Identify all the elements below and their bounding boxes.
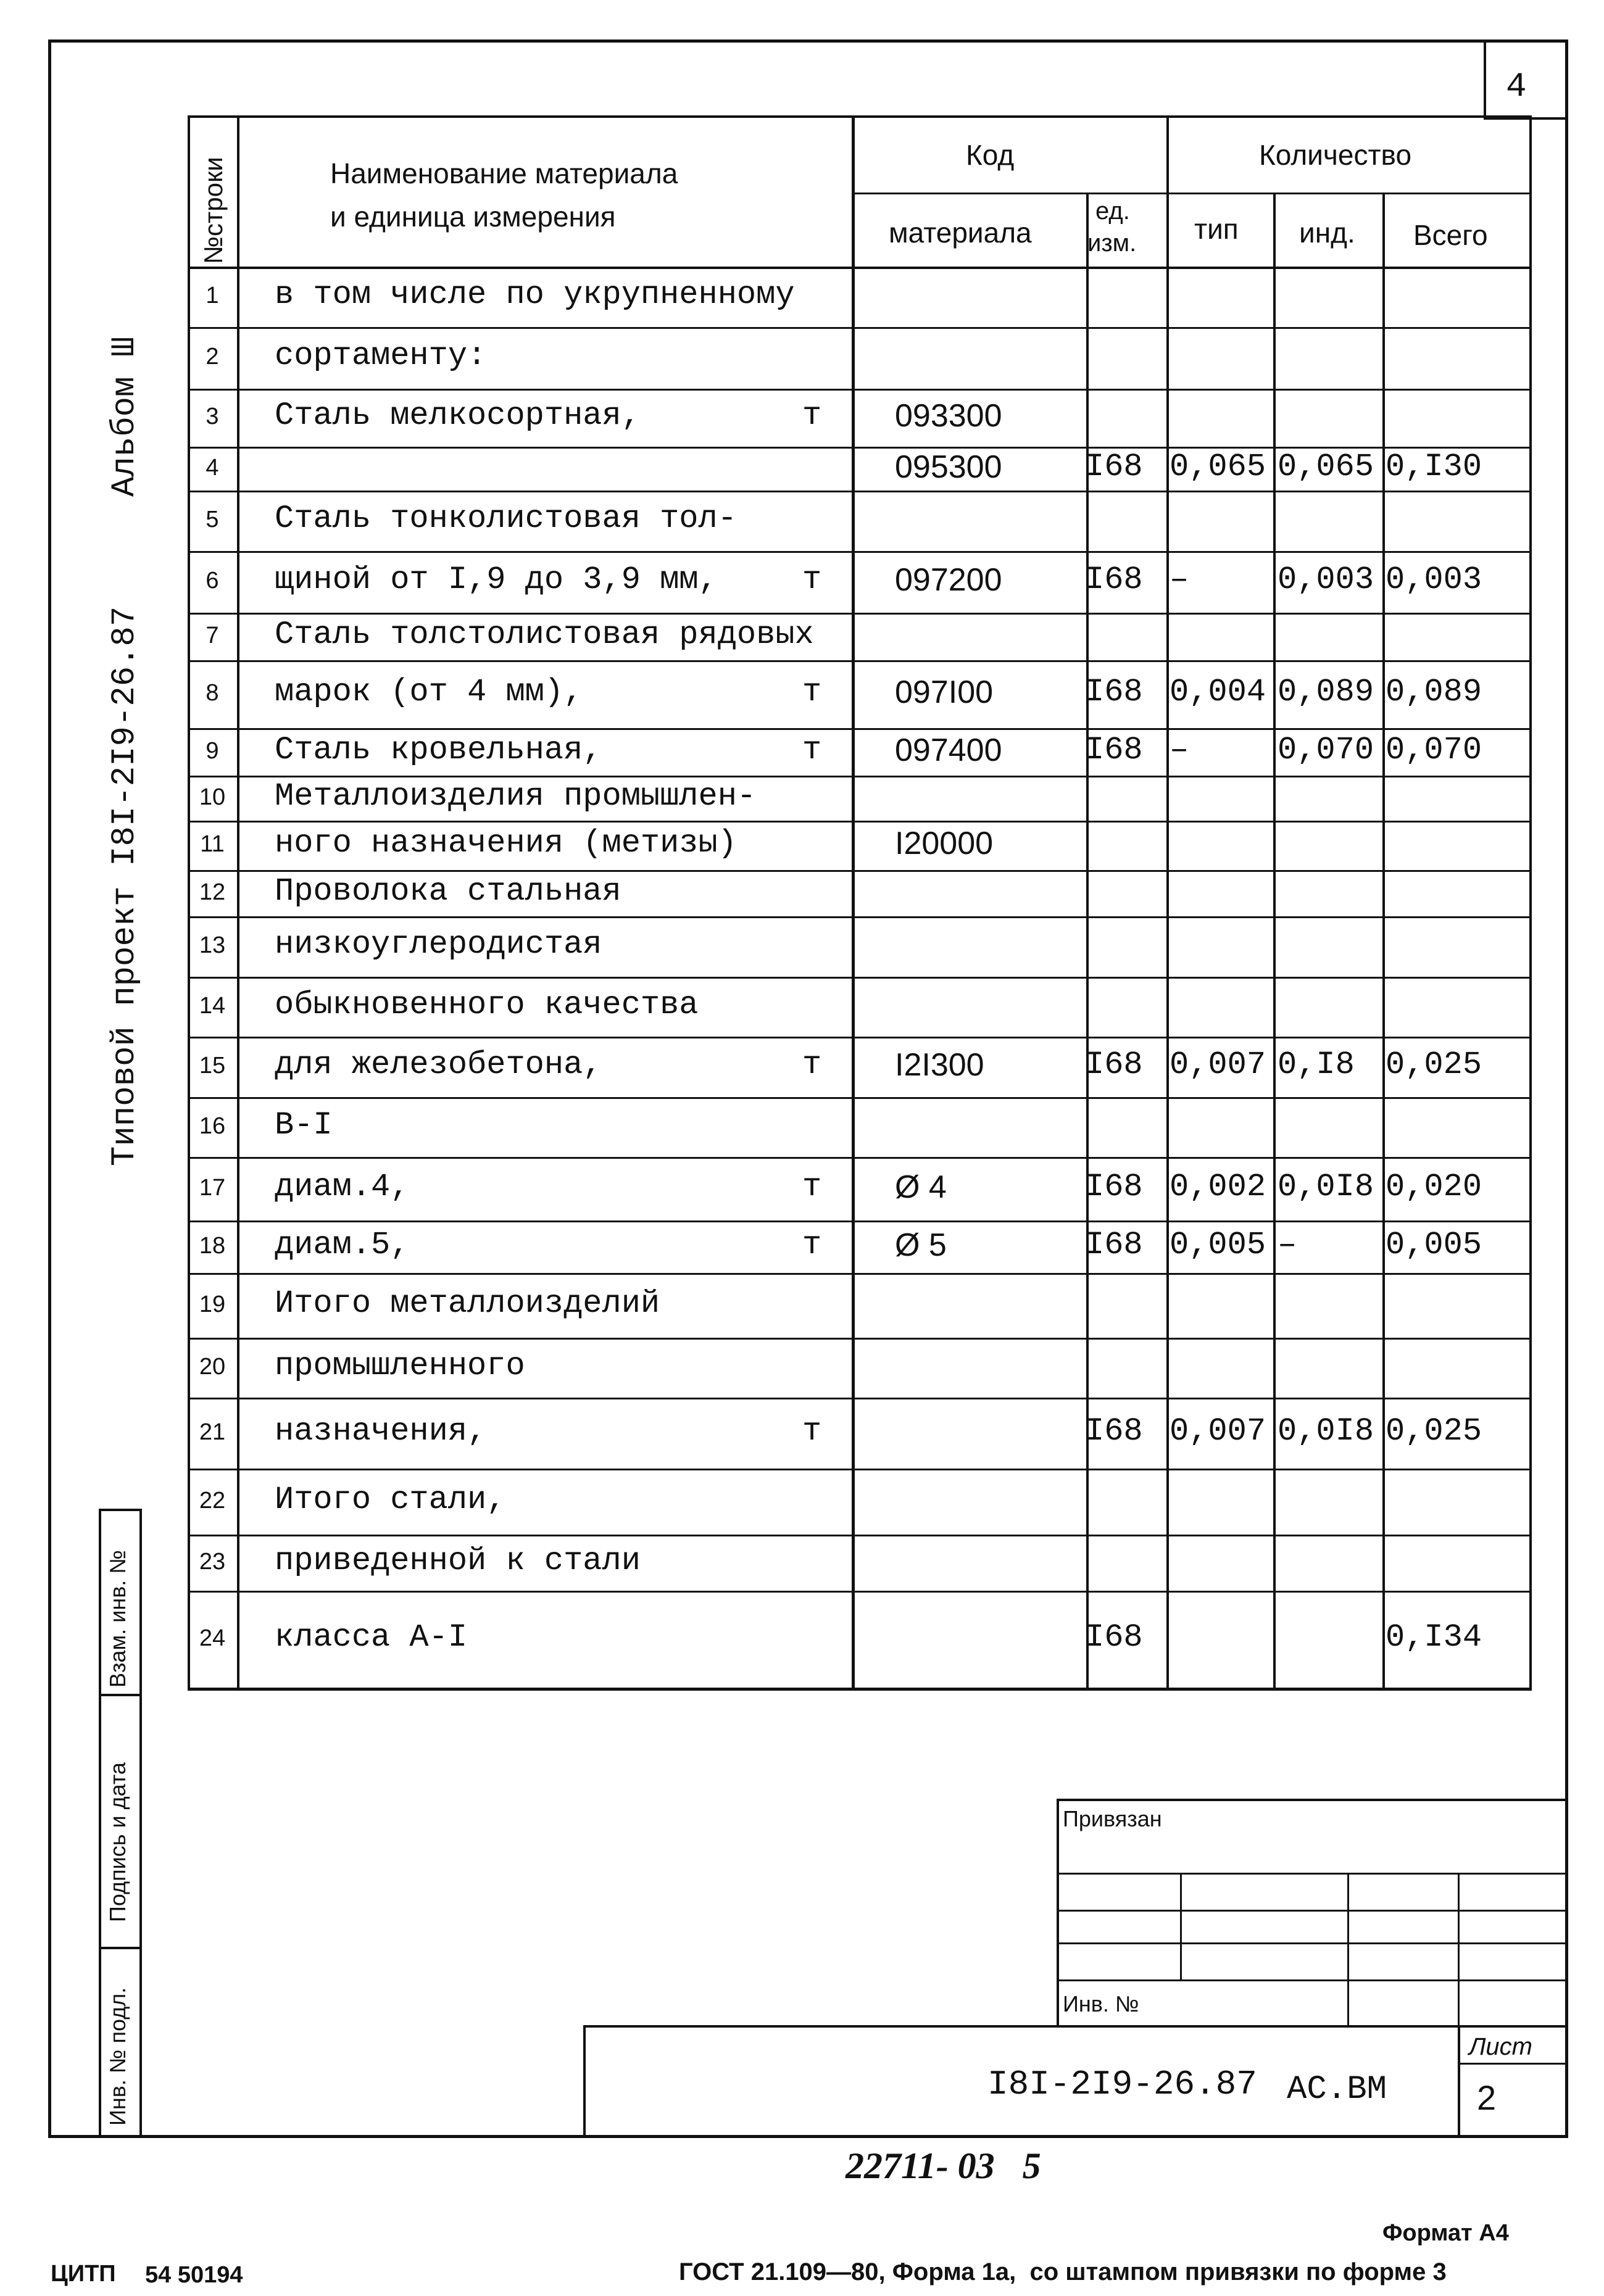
- row-material-code: Ø 5: [895, 1227, 947, 1263]
- row-unit-letter: т: [802, 397, 822, 434]
- row-line: [188, 389, 1529, 391]
- col-line-name: [852, 115, 855, 1688]
- row-name: диам.4,: [275, 1168, 410, 1205]
- header-unit-line1: ед.: [1095, 197, 1130, 225]
- row-line: [188, 1097, 1529, 1099]
- row-name: Металлоизделия промышлен-: [275, 777, 757, 814]
- row-line: [188, 1398, 1529, 1399]
- row-number: 19: [199, 1291, 226, 1317]
- header-name-line2: и единица измерения: [330, 201, 616, 233]
- row-qty-total: 0,025: [1386, 1046, 1482, 1084]
- row-number: 17: [199, 1174, 226, 1201]
- row-qty-typ: 0,004: [1170, 674, 1266, 711]
- row-unit-letter: т: [802, 1226, 822, 1263]
- header-row-number: №строки: [199, 157, 228, 264]
- header-unit-line2: изм.: [1087, 230, 1137, 257]
- row-qty-total: 0,I30: [1386, 448, 1482, 485]
- row-qty-ind: 0,0I8: [1278, 1412, 1374, 1449]
- col-line-code: [1086, 193, 1089, 1688]
- row-line: [188, 977, 1529, 979]
- side-album-title: Альбом Ш: [106, 336, 144, 497]
- row-unit-letter: т: [802, 562, 822, 599]
- row-qty-ind: 0,065: [1278, 448, 1374, 485]
- row-line: [188, 327, 1529, 329]
- row-qty-typ: 0,065: [1170, 448, 1266, 485]
- row-name: ного назначения (метизы): [275, 825, 737, 862]
- sheet-corner-number: 4: [1506, 67, 1527, 106]
- row-number: 15: [199, 1053, 226, 1079]
- row-number: 22: [199, 1487, 226, 1514]
- row-number: 5: [206, 507, 219, 533]
- table-right-line: [1529, 115, 1532, 1690]
- row-name: обыкновенного качества: [275, 986, 699, 1023]
- handwritten-number: 22711- 03 5: [846, 2145, 1041, 2186]
- row-qty-ind: –: [1278, 1226, 1297, 1263]
- row-qty-ind: 0,0I8: [1278, 1168, 1374, 1205]
- row-material-code: I2I300: [895, 1047, 984, 1084]
- strip-divider-2: [99, 1947, 142, 1949]
- row-material-code: 095300: [895, 449, 1002, 485]
- col-line-rownum: [237, 115, 239, 1688]
- stamp-inv-no-label: Инв. №: [1063, 1991, 1139, 2016]
- col-line-unit: [1166, 115, 1169, 1688]
- row-line: [188, 1469, 1529, 1470]
- row-name: марок (от 4 мм),: [275, 674, 583, 711]
- row-qty-ind: 0,I8: [1278, 1046, 1355, 1084]
- header-quantity: Количество: [1259, 139, 1412, 171]
- row-name: приведенной к стали: [275, 1542, 641, 1579]
- stamp-privyazan-label: Привязан: [1063, 1806, 1162, 1831]
- stamp-mark: АС.ВМ: [1287, 2071, 1387, 2108]
- row-line: [188, 821, 1529, 823]
- row-qty-typ: 0,005: [1170, 1226, 1266, 1263]
- row-name: щиной от I,9 до 3,9 мм,: [275, 562, 718, 599]
- row-line: [188, 491, 1529, 492]
- row-unit-code: I68: [1085, 1226, 1143, 1263]
- row-name: назначения,: [275, 1412, 487, 1449]
- strip-podpis-data: Подпись и дата: [105, 1762, 130, 1922]
- frame-left-line: [48, 39, 51, 2137]
- footer-gost: ГОСТ 21.109—80, Форма 1а, со штампом привязки по форме 3: [679, 2258, 1447, 2286]
- row-line: [188, 870, 1529, 872]
- stamp-list-value: 2: [1477, 2078, 1497, 2117]
- frame-top-line: [48, 39, 1568, 43]
- row-number: 18: [199, 1232, 226, 1259]
- row-line: [188, 1221, 1529, 1222]
- row-qty-total: 0,070: [1386, 731, 1482, 768]
- stamp-h3: [1057, 1942, 1568, 1944]
- row-qty-total: 0,I34: [1386, 1618, 1482, 1656]
- row-name: Итого металлоизделий: [275, 1285, 660, 1322]
- row-name: для железобетона,: [275, 1046, 602, 1084]
- row-number: 16: [199, 1113, 226, 1139]
- side-project-title: Типовой проект I8I-2I9-26.87: [106, 606, 144, 1166]
- row-line: [188, 551, 1529, 553]
- row-qty-total: 0,003: [1386, 562, 1482, 599]
- row-name: Сталь тонколистовая тол-: [275, 500, 737, 537]
- row-line: [188, 613, 1529, 615]
- table-bottom-line: [188, 1688, 1532, 1691]
- row-line: [188, 776, 1529, 777]
- frame-right-line: [1565, 39, 1568, 2137]
- row-unit-letter: т: [802, 1046, 822, 1084]
- row-qty-ind: 0,070: [1278, 731, 1374, 768]
- row-line: [188, 728, 1529, 730]
- row-number: 6: [206, 568, 219, 594]
- row-number: 23: [199, 1548, 226, 1575]
- stamp-v1: [1180, 1873, 1182, 1981]
- row-qty-typ: –: [1170, 731, 1189, 768]
- row-name: В-I: [275, 1106, 333, 1143]
- row-number: 20: [199, 1353, 226, 1380]
- row-number: 7: [206, 622, 219, 649]
- strip-vzam-inv: Взам. инв. №: [105, 1549, 130, 1688]
- row-number: 10: [199, 784, 226, 810]
- row-number: 11: [200, 831, 225, 858]
- strip-top-line: [99, 1509, 142, 1511]
- row-name: низкоуглеродистая: [275, 926, 602, 963]
- row-line: [188, 1338, 1529, 1340]
- row-name: диам.5,: [275, 1226, 410, 1263]
- footer-format: Формат А4: [1382, 2220, 1509, 2246]
- col-line-ind: [1382, 193, 1385, 1688]
- row-unit-code: I68: [1085, 1168, 1143, 1205]
- row-number: 9: [206, 737, 219, 764]
- titleblock-top: [583, 2025, 1568, 2028]
- stamp-h2: [1057, 1910, 1568, 1912]
- row-line: [188, 1535, 1529, 1536]
- row-name: сортаменту:: [275, 338, 487, 375]
- titleblock-list-divider: [1458, 2063, 1568, 2065]
- row-material-code: 097200: [895, 562, 1002, 599]
- row-material-code: Ø 4: [895, 1169, 947, 1205]
- col-line-typ: [1273, 193, 1276, 1688]
- row-name: Сталь толстолистовая рядовых: [275, 616, 814, 653]
- row-material-code: 097400: [895, 732, 1002, 768]
- header-total: Всего: [1413, 219, 1488, 251]
- row-line: [188, 916, 1529, 918]
- row-line: [188, 1157, 1529, 1159]
- row-qty-typ: 0,007: [1170, 1412, 1266, 1449]
- row-qty-typ: –: [1170, 562, 1189, 599]
- row-line: [188, 1037, 1529, 1038]
- row-unit-code: I68: [1085, 562, 1143, 599]
- header-typ: тип: [1194, 213, 1239, 245]
- row-number: 4: [206, 454, 219, 481]
- strip-right-line: [139, 1509, 142, 2138]
- row-name: промышленного: [275, 1347, 525, 1384]
- row-number: 3: [206, 404, 219, 430]
- row-unit-code: I68: [1085, 1618, 1143, 1656]
- row-name: в том числе по укрупненному: [275, 276, 795, 313]
- stamp-v2: [1347, 1873, 1349, 2027]
- row-unit-letter: т: [802, 1412, 822, 1449]
- row-number: 24: [199, 1625, 226, 1651]
- row-material-code: 097I00: [895, 674, 994, 711]
- row-qty-total: 0,020: [1386, 1168, 1482, 1205]
- row-qty-ind: 0,003: [1278, 562, 1374, 599]
- row-material-code: I20000: [895, 826, 994, 862]
- row-line: [188, 660, 1529, 662]
- row-number: 13: [199, 932, 226, 959]
- stamp-h1: [1057, 1873, 1568, 1875]
- stamp-privyazan-left: [1057, 1799, 1059, 2027]
- row-name: Проволока стальная: [275, 872, 621, 910]
- stamp-doc-code: I8I-2I9-26.87: [987, 2065, 1257, 2104]
- row-unit-letter: т: [802, 674, 822, 711]
- row-number: 21: [199, 1419, 226, 1445]
- stamp-h4: [1057, 1979, 1568, 1981]
- row-name: класса А-I: [275, 1618, 468, 1656]
- header-code-material: материала: [889, 217, 1032, 249]
- row-qty-total: 0,089: [1386, 674, 1482, 711]
- stamp-privyazan-top: [1057, 1799, 1568, 1801]
- row-name: Итого стали,: [275, 1481, 506, 1518]
- row-number: 12: [199, 879, 226, 905]
- row-qty-typ: 0,002: [1170, 1168, 1266, 1205]
- header-code: Код: [966, 139, 1015, 171]
- row-number: 14: [199, 992, 226, 1019]
- row-number: 2: [206, 344, 219, 370]
- footer-citp: ЦИТП: [51, 2261, 116, 2287]
- row-unit-letter: т: [802, 1168, 822, 1205]
- row-unit-code: I68: [1085, 1046, 1143, 1084]
- row-unit-code: I68: [1085, 448, 1143, 485]
- row-number: 1: [206, 283, 219, 309]
- header-mid-line: [852, 193, 1529, 194]
- row-unit-letter: т: [802, 731, 822, 768]
- row-name: Сталь кровельная,: [275, 731, 602, 768]
- header-ind: инд.: [1299, 217, 1355, 249]
- row-number: 8: [206, 680, 219, 707]
- table-top-line: [188, 115, 1532, 118]
- row-unit-code: I68: [1085, 1412, 1143, 1449]
- row-line: [188, 1273, 1529, 1275]
- strip-inv-podl: Инв. № подл.: [105, 1987, 130, 2126]
- row-qty-typ: 0,007: [1170, 1046, 1266, 1084]
- row-qty-total: 0,005: [1386, 1226, 1482, 1263]
- footer-citp-number: 54 50194: [145, 2262, 243, 2288]
- strip-divider-1: [99, 1694, 142, 1696]
- row-qty-total: 0,025: [1386, 1412, 1482, 1449]
- row-line: [188, 1591, 1529, 1593]
- stamp-list-label: Лист: [1469, 2033, 1532, 2060]
- frame-bottom-line: [48, 2135, 1568, 2138]
- header-name-line1: Наименование материала: [330, 157, 678, 189]
- titleblock-list-left: [1458, 2025, 1460, 2137]
- row-unit-code: I68: [1085, 674, 1143, 711]
- strip-left-line: [99, 1509, 101, 2138]
- stamp-v3: [1458, 1873, 1460, 2027]
- titleblock-left: [583, 2025, 586, 2137]
- header-bottom-line: [188, 267, 1529, 269]
- row-qty-ind: 0,089: [1278, 674, 1374, 711]
- row-name: Сталь мелкосортная,: [275, 397, 641, 434]
- row-unit-code: I68: [1085, 731, 1143, 768]
- row-material-code: 093300: [895, 398, 1002, 434]
- corner-box-left: [1484, 39, 1486, 120]
